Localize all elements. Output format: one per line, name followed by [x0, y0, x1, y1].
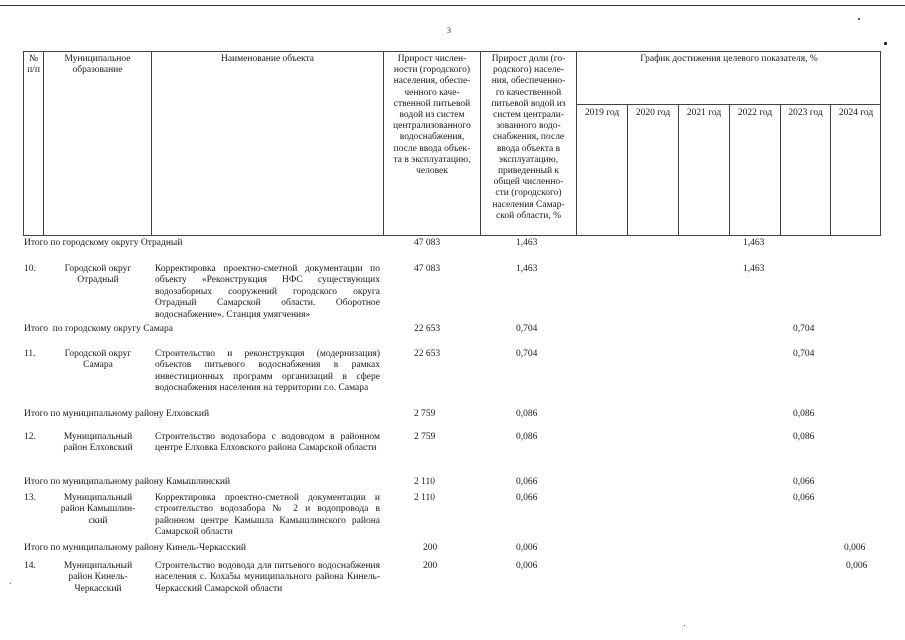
total-row-people: 22 653 — [414, 324, 441, 334]
total-row-people: 47 083 — [414, 238, 441, 248]
year-2024: 2024 год — [838, 108, 874, 118]
col-divider — [151, 51, 152, 236]
page-top-border — [0, 5, 905, 6]
row-people: 2 110 — [414, 493, 436, 503]
header-municipality: Муниципальное образование — [64, 54, 131, 76]
row-municipality: Городской округ Самара — [64, 349, 132, 371]
total-row-year-value: 0,066 — [793, 477, 815, 487]
total-row-label: Итого по городскому округу Самара — [24, 324, 173, 334]
year-2021: 2021 год — [686, 108, 722, 118]
scan-speck — [684, 625, 685, 626]
total-row-label: Итого по муниципальному району Камышлинский — [24, 477, 231, 487]
row-year-value: 0,704 — [793, 349, 815, 359]
year-2022: 2022 год — [737, 108, 773, 118]
row-object: Строительство водозабора с водоводом в районном центре Елховка Елховского района Самарской области — [155, 432, 380, 454]
row-year-value: 0,006 — [846, 561, 868, 571]
total-row-label: Итого по муниципальному району Елховский — [24, 409, 210, 419]
total-row-share: 0,006 — [516, 543, 538, 553]
row-object: Корректировка проектно-сметной документации и строительство водозабора № 2 и водопровода в районном центре Камышла Камышлинского района Самарской области — [155, 493, 380, 538]
total-row-label: Итого по муниципальному району Кинель-Черкасский — [24, 543, 246, 553]
year-2019: 2019 год — [584, 108, 620, 118]
scan-speck — [858, 18, 860, 20]
total-row-share: 0,086 — [516, 409, 538, 419]
row-municipality: Муниципальный район Елховский — [63, 432, 133, 454]
row-number: 11. — [24, 349, 36, 359]
row-number: 12. — [24, 432, 36, 442]
row-municipality: Городской округ Отрадный — [64, 264, 132, 286]
row-people: 22 653 — [414, 349, 441, 359]
row-share: 0,066 — [516, 493, 538, 503]
total-row-year-value: 0,704 — [793, 324, 815, 334]
col-divider — [627, 104, 628, 236]
year-2023: 2023 год — [788, 108, 823, 118]
col-divider — [678, 104, 679, 236]
total-row-people: 2 110 — [414, 477, 436, 487]
col-divider — [576, 51, 577, 236]
row-people: 200 — [423, 561, 438, 571]
total-row-share: 1,463 — [516, 238, 538, 248]
row-municipality: Муниципальный район Камышлин- ский — [60, 493, 136, 526]
row-number: 10. — [24, 264, 36, 274]
total-row-year-value: 0,006 — [844, 543, 866, 553]
row-year-value: 0,066 — [793, 493, 815, 503]
col-divider — [830, 104, 831, 236]
header-object-name: Наименование объекта — [220, 54, 314, 64]
row-share: 0,006 — [516, 561, 538, 571]
total-row-year-value: 0,086 — [793, 409, 815, 419]
header-num: № п/п — [27, 54, 40, 76]
col-divider — [729, 104, 730, 236]
row-municipality: Муниципальный район Кинель- Черкасский — [63, 561, 133, 594]
row-share: 0,086 — [516, 432, 538, 442]
row-number: 14. — [24, 561, 36, 571]
row-share: 0,704 — [516, 349, 538, 359]
page-number: 3 — [447, 26, 451, 35]
total-row-label: Итого по городскому округу Отрадный — [24, 238, 183, 248]
total-row-people: 200 — [423, 543, 438, 553]
row-object: Строительство водовода для питьевого водоснабжения населения с. Коха5ы муниципального района Кинель-Черкасский Самарской области — [155, 561, 380, 594]
total-row-people: 2 759 — [414, 409, 436, 419]
row-object: Корректировка проектно-сметной документации по объекту «Реконструкция НФС существующих водозаборных сооружений городского округа Отрадный Самарской области. Оборотное водоснабжение». Станция умягчения» — [155, 264, 380, 320]
col-divider — [780, 104, 781, 236]
row-share: 1,463 — [516, 264, 538, 274]
row-year-value: 1,463 — [743, 264, 765, 274]
header-growth-people: Прирост числен- ности (городского) населения, обеспе- ченного каче- ственной питьевой водой из систем централизованного водоснабжения, после ввода объек- та в эксплуатацию, человек — [393, 54, 471, 177]
header-schedule: График достижения целевого показателя, % — [640, 54, 818, 64]
row-people: 2 759 — [414, 432, 436, 442]
row-number: 13. — [24, 493, 36, 503]
row-year-value: 0,086 — [793, 432, 815, 442]
total-row-share: 0,066 — [516, 477, 538, 487]
header-growth-share: Прирост доли (го- родского) населе- ния, обеспеченно- го качественной питьевой водой из систем централи- зованного водо- снабжения, после ввода объекта в эксплуатацию, приведенный к общей численно- сти (городского) населения Самар- ской области, % — [491, 54, 566, 221]
total-row-year-value: 1,463 — [743, 238, 765, 248]
row-people: 47 083 — [414, 264, 441, 274]
year-2020: 2020 год — [635, 108, 671, 118]
row-object: Строительство и реконструкция (модернизация) объектов питьевого водоснабжения в рамках инвестиционных программ организаций в сфере водоснабжения населения на территории г.о. Самара — [155, 349, 380, 394]
total-row-share: 0,704 — [516, 324, 538, 334]
scan-speck — [884, 42, 887, 45]
col-divider — [43, 51, 44, 236]
scan-speck — [10, 583, 11, 584]
